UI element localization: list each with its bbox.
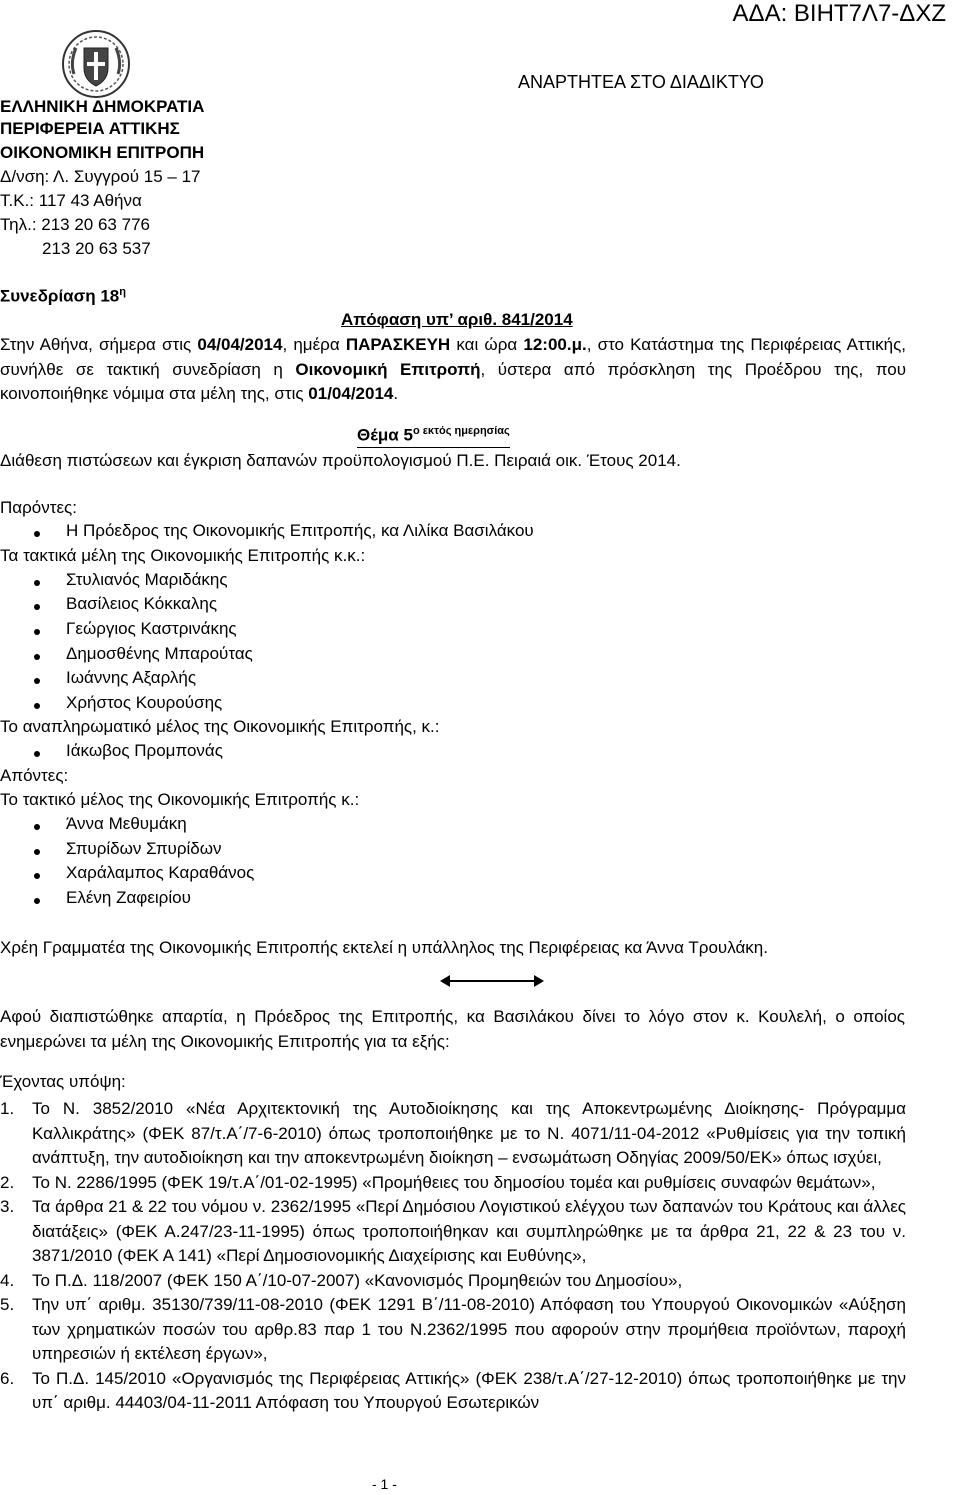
bullet	[34, 751, 40, 757]
regular-members-label: Τα τακτικά μέλη της Οικονομικής Επιτροπής κ.κ.:	[0, 546, 366, 565]
bullet	[34, 849, 40, 855]
list-item: 2. Το Ν. 2286/1995 (ΦΕΚ 19/τ.Α΄/01-02-1995) «Προμήθειες του δημοσίου τομέα και ρυθμίσεις συναφών θεμάτων»,	[0, 1172, 876, 1192]
list-item: 5. Την υπ΄ αριθμ. 35130/739/11-08-2010 (ΦΕΚ 1291 Β΄/11-08-2010) Απόφαση του Υπουργού Οικονομικών «Αύξηση των χρηματικών ποσών του αρθρ.83 παρ 1 του Ν.2362/1995 που αφορούν στην προμήθεια προϊόντων, παροχή υπηρεσιών ή εκτέλεση έργων»,	[0, 1295, 906, 1363]
header-republic: ΕΛΛΗΝΙΚΗ ΔΗΜΟΚΡΑΤΙΑ	[0, 97, 205, 116]
quorum-paragraph: Αφού διαπιστώθηκε απαρτία, η Πρόεδρος της Επιτροπής, κα Βασιλάκου δίνει το λόγο στον κ. Κουλελή, ο οποίος ενημερώνει τα μέλη της Οικονομικής Επιτροπής για τα εξής:	[0, 1007, 905, 1051]
posting-notice: ΑΝΑΡΤΗΤΕΑ ΣΤΟ ΔΙΑΔΙΚΤΥΟ	[518, 72, 764, 92]
bullet	[34, 629, 40, 635]
list-item: Ελένη Ζαφειρίου	[66, 888, 191, 907]
present-label: Παρόντες:	[0, 498, 77, 517]
header-phone: Τηλ.: 213 20 63 776	[0, 215, 150, 234]
list-item: 3. Τα άρθρα 21 & 22 του νόμου ν. 2362/1995 «Περί Δημόσιου Λογιστικού ελέγχου των δαπανών του Κράτους και άλλες διατάξεις» (ΦΕΚ Α.247/23-11-1995) όπως τροποποιήθηκαν και συμπληρώθηκε με τα άρθρα 21, 22 & 23 του ν. 3871/2010 (ΦΕΚ Α 141) «Περί Δημοσιονομικής Διαχείρισης και Ευθύνης»,	[0, 1197, 906, 1265]
bullet	[34, 531, 40, 537]
absent-regular-label: Το τακτικό μέλος της Οικονομικής Επιτροπής κ.:	[0, 790, 360, 809]
absent-label: Απόντες:	[0, 766, 69, 785]
topic-text: Διάθεση πιστώσεων και έγκριση δαπανών προϋπολογισμού Π.Ε. Πειραιά οικ. Έτους 2014.	[0, 451, 681, 470]
list-item: Άννα Μεθυμάκη	[66, 814, 187, 833]
header-address: Δ/νση: Λ. Συγγρού 15 – 17	[0, 167, 201, 186]
list-item: Χρήστος Κουρούσης	[66, 693, 223, 712]
header-region: ΠΕΡΙΦΕΡΕΙΑ ΑΤΤΙΚΗΣ	[0, 119, 180, 138]
alternate-label: Το αναπληρωματικό μέλος της Οικονομικής Επιτροπής, κ.:	[0, 717, 440, 736]
considering-label: Έχοντας υπόψη:	[0, 1072, 126, 1091]
session-label	[0, 286, 126, 307]
list-item: 1. Το Ν. 3852/2010 «Νέα Αρχιτεκτονική της Αυτοδιοίκησης και της Αποκεντρωμένης Διοίκησης- Πρόγραμμα Καλλικράτης» (ΦΕΚ 87/τ.Α΄/7-6-2010) όπως τροποποιήθηκε με το Ν. 4071/11-04-2012 «Ρυθμίσεις για την τοπική ανάπτυξη, την αυτοδιοίκηση και την αποκεντρωμένη διοίκηση – ενσωμάτωση Οδηγίας 2009/50/ΕΚ» όπως ισχύει,	[0, 1099, 906, 1167]
session-text: Συνεδρίαση 18	[0, 286, 120, 306]
bullet	[34, 654, 40, 660]
bullet	[34, 898, 40, 904]
secretary-paragraph: Χρέη Γραμματέα της Οικονομικής Επιτροπής εκτελεί η υπάλληλος της Περιφέρειας κα Άννα Τρουλάκη.	[0, 938, 768, 957]
bullet	[34, 604, 40, 610]
header-committee: ΟΙΚΟΝΟΜΙΚΗ ΕΠΙΤΡΟΠΗ	[0, 143, 205, 162]
list-item: Βασίλειος Κόκκαλης	[66, 594, 218, 613]
list-item: Χαράλαμπος Καραθάνος	[66, 863, 255, 882]
bullet	[34, 824, 40, 830]
intro-paragraph: Στην Αθήνα, σήμερα στις 04/04/2014, ημέρα ΠΑΡΑΣΚΕΥΗ και ώρα 12:00.μ., στο Κατάστημα της Περιφέρειας Αττικής, συνήλθε σε τακτική συνεδρίαση η Οικονομική Επιτροπή, ύστερα από πρόσκληση της Προέδρου της, που κοινοποιήθηκε νόμιμα στα μέλη της, στις 01/04/2014.	[0, 335, 907, 403]
list-item: 4. Το Π.Δ. 118/2007 (ΦΕΚ 150 Α΄/10-07-2007) «Κανονισμός Προμηθειών του Δημοσίου»,	[0, 1270, 683, 1290]
header-postcode: Τ.Κ.: 117 43 Αθήνα	[0, 191, 142, 210]
ada-code: ΑΔΑ: ΒΙΗΤ7Λ7-ΔΧΖ	[732, 0, 946, 27]
bullet	[34, 678, 40, 684]
list-item: Δημοσθένης Μπαρούτας	[66, 644, 253, 663]
president: Η Πρόεδρος της Οικονομικής Επιτροπής, κα Λιλίκα Βασιλάκου	[66, 521, 534, 540]
list-item: Στυλιανός Μαριδάκης	[66, 570, 228, 589]
double-arrow-icon	[440, 973, 544, 987]
bullet	[34, 703, 40, 709]
decision-title: Απόφαση υπ’ αριθ. 841/2014	[341, 310, 573, 329]
bullet	[34, 873, 40, 879]
list-item: 6. Το Π.Δ. 145/2010 «Οργανισμός της Περιφέρειας Αττικής» (ΦΕΚ 238/τ.Α΄/27-12-2010) όπως τροποποιήθηκε με την υπ΄ αριθμ. 44403/04-11-2011 Απόφαση του Υπουργού Εσωτερικών	[0, 1368, 906, 1412]
list-item: Γεώργιος Καστρινάκης	[66, 619, 237, 638]
page-number: - 1 -	[372, 1476, 397, 1492]
bullet	[34, 580, 40, 586]
topic-label: Θέμα $5^{o \varepsilon\kappa\tau ό\varsigma \eta\mu\varepsilon\rho\eta\sigma ί\alpha\varsigma}$	[357, 425, 510, 448]
list-item: Ιάκωβος Προμπονάς	[66, 741, 223, 760]
session-sup: η	[119, 286, 126, 298]
greek-emblem-icon	[60, 28, 132, 100]
list-item: Σπυρίδων Σπυρίδων	[66, 839, 222, 858]
list-item: Ιωάννης Αξαρλής	[66, 668, 197, 687]
header-phone-2: 213 20 63 537	[42, 239, 151, 258]
considering-list	[0, 1097, 906, 1416]
